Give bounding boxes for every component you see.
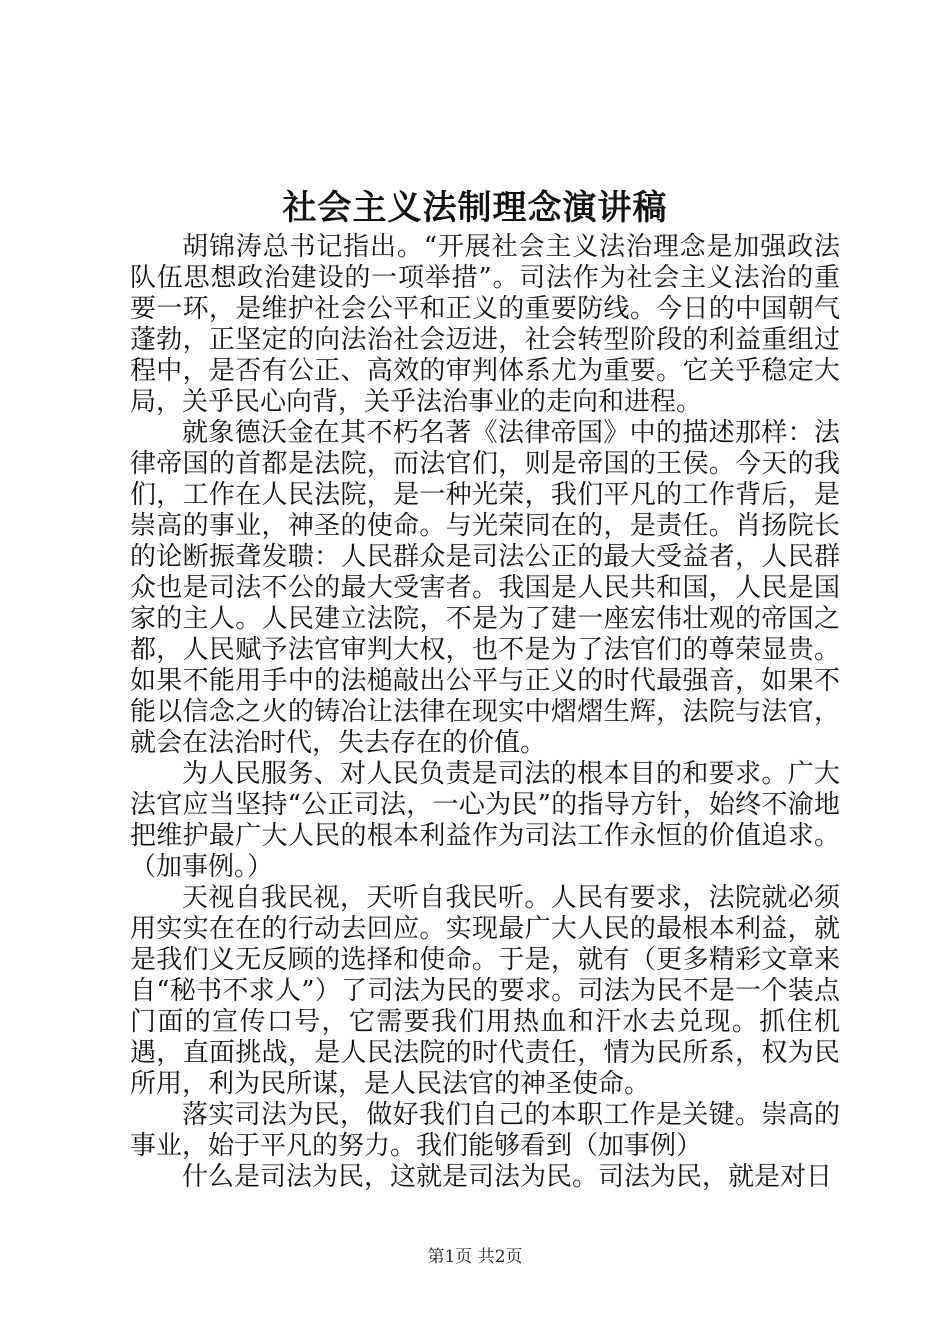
page-footer: 第1页 共2页	[427, 1247, 523, 1267]
paragraph-3: 为人民服务、对人民负责是司法的根本目的和要求。广大法官应当坚持“公正司法，一心为民”的指导方针，始终不渝地把维护最广大人民的根本利益作为司法工作永恒的价值追求。（加事例。）	[130, 759, 840, 882]
document-title: 社会主义法制理念演讲稿	[282, 188, 668, 228]
paragraph-6: 什么是司法为民，这就是司法为民。司法为民，就是对日	[182, 1162, 833, 1192]
document-body	[130, 232, 840, 1193]
paragraph-5: 落实司法为民，做好我们自己的本职工作是关键。崇高的事业，始于平凡的努力。我们能够看到（加事例）	[130, 1100, 840, 1161]
paragraph-4: 天视自我民视，天听自我民听。人民有要求，法院就必须用实实在在的行动去回应。实现最广大人民的最根本利益，就是我们义无反顾的选择和使命。于是，就有（更多精彩文章来自“秘书不求人”）了司法为民的要求。司法为民不是一个装点门面的宣传口号，它需要我们用热血和汗水去兑现。抓住机遇，直面挑战，是人民法院的时代责任，情为民所系，权为民所用，利为民所谋，是人民法官的神圣使命。	[130, 883, 840, 1099]
paragraph-2: 就象德沃金在其不朽名著《法律帝国》中的描述那样：法律帝国的首都是法院，而法官们，则是帝国的王侯。今天的我们，工作在人民法院，是一种光荣，我们平凡的工作背后，是崇高的事业，神圣的使命。与光荣同在的，是责任。肖扬院长的论断振聋发聩：人民群众是司法公正的最大受益者，人民群众也是司法不公的最大受害者。我国是人民共和国，人民是国家的主人。人民建立法院，不是为了建一座宏伟壮观的帝国之都，人民赋予法官审判大权，也不是为了法官们的尊荣显贵。如果不能用手中的法槌敲出公平与正义的时代最强音，如果不能以信念之火的铸冶让法律在现实中熠熠生辉，法院与法官，就会在法治时代，失去存在的价值。	[130, 418, 840, 758]
paragraph-1: 胡锦涛总书记指出。“开展社会主义法治理念是加强政法队伍思想政治建设的一项举措”。司法作为社会主义法治的重要一环，是维护社会公平和正义的重要防线。今日的中国朝气蓬勃，正坚定的向法治社会迈进，社会转型阶段的利益重组过程中，是否有公正、高效的审判体系尤为重要。它关乎稳定大局，关乎民心向背，关乎法治事业的走向和进程。	[130, 232, 840, 417]
